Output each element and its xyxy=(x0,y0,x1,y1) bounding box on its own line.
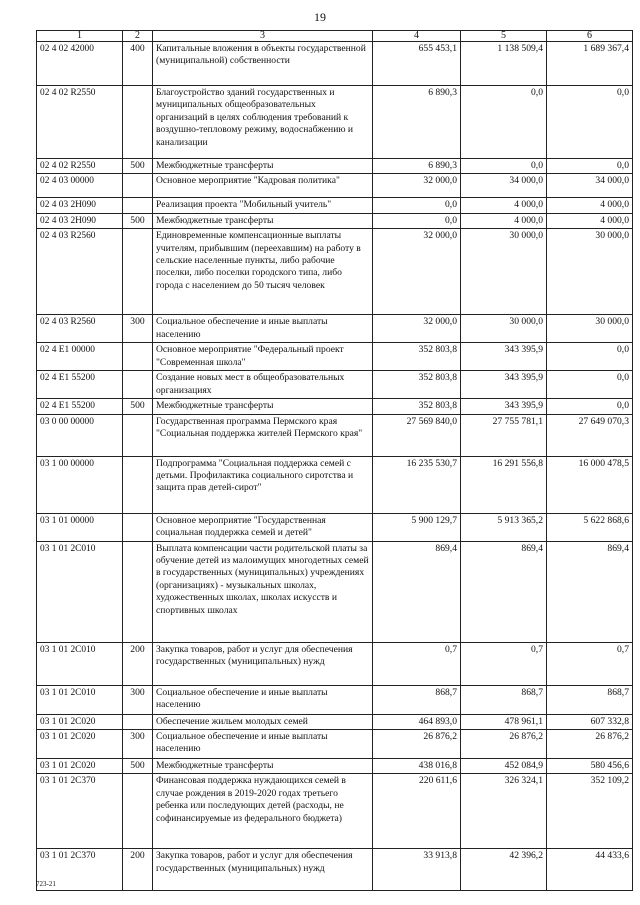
cell-item-name: Межбюджетные трансферты xyxy=(153,399,373,414)
cell-target-code: 02 4 E1 55200 xyxy=(37,399,123,414)
cell-expense-type xyxy=(123,371,153,399)
cell-target-code: 03 1 00 00000 xyxy=(37,456,123,513)
cell-amount-col4: 438 016,8 xyxy=(373,759,461,774)
cell-amount-col5: 452 084,9 xyxy=(461,759,547,774)
cell-target-code: 03 0 00 00000 xyxy=(37,414,123,456)
cell-target-code: 03 1 01 2С020 xyxy=(37,730,123,759)
cell-item-name: Реализация проекта "Мобильный учитель" xyxy=(153,198,373,213)
cell-target-code: 02 4 02 R2550 xyxy=(37,86,123,159)
table-row xyxy=(37,371,633,399)
cell-amount-col4: 868,7 xyxy=(373,685,461,714)
cell-amount-col4: 0,0 xyxy=(373,198,461,213)
cell-item-name: Социальное обеспечение и иные выплаты населению xyxy=(153,685,373,714)
cell-amount-col6: 0,0 xyxy=(547,343,633,371)
cell-amount-col4: 869,4 xyxy=(373,541,461,642)
cell-target-code: 02 4 02 42000 xyxy=(37,42,123,86)
column-header: 1 xyxy=(37,31,123,42)
cell-amount-col6: 44 433,6 xyxy=(547,849,633,891)
cell-amount-col6: 4 000,0 xyxy=(547,198,633,213)
cell-item-name: Благоустройство зданий государственных и муниципальных общеобразовательных организаций в целях соблюдения требований к воздушно-тепловому режиму, водоснабжению и канализации xyxy=(153,86,373,159)
table-row xyxy=(37,685,633,714)
table-row xyxy=(37,642,633,685)
cell-item-name: Государственная программа Пермского края "Социальная поддержка жителей Пермского края" xyxy=(153,414,373,456)
cell-amount-col4: 32 000,0 xyxy=(373,174,461,198)
cell-amount-col6: 607 332,8 xyxy=(547,714,633,729)
table-body xyxy=(37,42,633,891)
cell-amount-col5: 343 395,9 xyxy=(461,343,547,371)
cell-expense-type xyxy=(123,714,153,729)
cell-expense-type: 500 xyxy=(123,159,153,174)
cell-item-name: Основное мероприятие "Федеральный проект "Современная школа" xyxy=(153,343,373,371)
cell-item-name: Единовременные компенсационные выплаты учителям, прибывшим (переехавшим) на работу в сельские населенные пункты, либо рабочие поселки, либо поселки городского типа, либо города с населением до 50 тысяч человек xyxy=(153,229,373,315)
cell-amount-col5: 0,7 xyxy=(461,642,547,685)
table-row xyxy=(37,774,633,849)
budget-table xyxy=(36,30,633,891)
table-row xyxy=(37,343,633,371)
column-header: 4 xyxy=(373,31,461,42)
column-header: 6 xyxy=(547,31,633,42)
cell-expense-type: 500 xyxy=(123,213,153,228)
column-header: 5 xyxy=(461,31,547,42)
table-row xyxy=(37,229,633,315)
table-row xyxy=(37,198,633,213)
cell-amount-col4: 464 893,0 xyxy=(373,714,461,729)
cell-amount-col4: 352 803,8 xyxy=(373,371,461,399)
cell-expense-type: 500 xyxy=(123,759,153,774)
cell-amount-col6: 0,0 xyxy=(547,371,633,399)
cell-target-code: 03 1 01 2С010 xyxy=(37,541,123,642)
cell-amount-col6: 0,0 xyxy=(547,399,633,414)
cell-item-name: Социальное обеспечение и иные выплаты населению xyxy=(153,315,373,343)
cell-item-name: Подпрограмма "Социальная поддержка семей с детьми. Профилактика социального сиротства и защита прав детей-сирот" xyxy=(153,456,373,513)
cell-target-code: 03 1 01 2С010 xyxy=(37,642,123,685)
cell-amount-col5: 34 000,0 xyxy=(461,174,547,198)
table-row xyxy=(37,315,633,343)
cell-item-name: Основное мероприятие "Государственная социальная поддержка семей и детей" xyxy=(153,513,373,541)
cell-target-code: 02 4 03 00000 xyxy=(37,174,123,198)
cell-amount-col5: 42 396,2 xyxy=(461,849,547,891)
cell-target-code: 03 1 01 2С010 xyxy=(37,685,123,714)
table-row xyxy=(37,213,633,228)
cell-amount-col6: 27 649 070,3 xyxy=(547,414,633,456)
table-row xyxy=(37,86,633,159)
cell-expense-type: 200 xyxy=(123,849,153,891)
table-row xyxy=(37,42,633,86)
cell-expense-type: 300 xyxy=(123,315,153,343)
cell-amount-col4: 6 890,3 xyxy=(373,86,461,159)
cell-amount-col5: 27 755 781,1 xyxy=(461,414,547,456)
cell-amount-col5: 16 291 556,8 xyxy=(461,456,547,513)
cell-expense-type xyxy=(123,198,153,213)
cell-amount-col4: 6 890,3 xyxy=(373,159,461,174)
cell-amount-col6: 0,0 xyxy=(547,86,633,159)
table-row xyxy=(37,730,633,759)
cell-amount-col5: 26 876,2 xyxy=(461,730,547,759)
cell-expense-type xyxy=(123,343,153,371)
cell-amount-col6: 5 622 868,6 xyxy=(547,513,633,541)
column-header: 2 xyxy=(123,31,153,42)
cell-amount-col5: 326 324,1 xyxy=(461,774,547,849)
cell-expense-type xyxy=(123,229,153,315)
cell-item-name: Основное мероприятие "Кадровая политика" xyxy=(153,174,373,198)
cell-expense-type xyxy=(123,86,153,159)
cell-expense-type xyxy=(123,456,153,513)
cell-amount-col6: 869,4 xyxy=(547,541,633,642)
cell-target-code: 02 4 E1 55200 xyxy=(37,371,123,399)
cell-amount-col4: 352 803,8 xyxy=(373,399,461,414)
cell-expense-type: 500 xyxy=(123,399,153,414)
cell-expense-type xyxy=(123,174,153,198)
cell-amount-col4: 0,0 xyxy=(373,213,461,228)
cell-amount-col5: 4 000,0 xyxy=(461,198,547,213)
cell-item-name: Создание новых мест в общеобразовательных организациях xyxy=(153,371,373,399)
cell-expense-type: 300 xyxy=(123,685,153,714)
cell-target-code: 02 4 E1 00000 xyxy=(37,343,123,371)
cell-amount-col4: 220 611,6 xyxy=(373,774,461,849)
cell-amount-col5: 0,0 xyxy=(461,86,547,159)
table-row xyxy=(37,714,633,729)
cell-amount-col5: 0,0 xyxy=(461,159,547,174)
cell-amount-col6: 580 456,6 xyxy=(547,759,633,774)
cell-expense-type xyxy=(123,513,153,541)
column-number-row xyxy=(37,31,633,42)
table-row xyxy=(37,399,633,414)
cell-item-name: Закупка товаров, работ и услуг для обеспечения государственных (муниципальных) нужд xyxy=(153,642,373,685)
cell-item-name: Обеспечение жильем молодых семей xyxy=(153,714,373,729)
cell-target-code: 02 4 03 2Н090 xyxy=(37,213,123,228)
cell-expense-type xyxy=(123,541,153,642)
cell-amount-col6: 34 000,0 xyxy=(547,174,633,198)
cell-target-code: 03 1 01 2С370 xyxy=(37,774,123,849)
cell-expense-type xyxy=(123,774,153,849)
cell-amount-col4: 655 453,1 xyxy=(373,42,461,86)
cell-amount-col5: 4 000,0 xyxy=(461,213,547,228)
cell-expense-type xyxy=(123,414,153,456)
column-header: 3 xyxy=(153,31,373,42)
document-footer-code: 723-21 xyxy=(36,880,56,888)
cell-item-name: Выплата компенсации части родительской платы за обучение детей из малоимущих многодетных семей в государственных (муниципальных) учреждениях (организациях) - музыкальных школах, художественных школах, школах искусств и спортивных школах xyxy=(153,541,373,642)
cell-item-name: Социальное обеспечение и иные выплаты населению xyxy=(153,730,373,759)
table-row xyxy=(37,414,633,456)
cell-target-code: 02 4 03 2Н090 xyxy=(37,198,123,213)
cell-amount-col5: 343 395,9 xyxy=(461,399,547,414)
table-row xyxy=(37,541,633,642)
cell-expense-type: 400 xyxy=(123,42,153,86)
cell-amount-col6: 26 876,2 xyxy=(547,730,633,759)
cell-item-name: Межбюджетные трансферты xyxy=(153,759,373,774)
cell-item-name: Межбюджетные трансферты xyxy=(153,213,373,228)
cell-amount-col4: 5 900 129,7 xyxy=(373,513,461,541)
cell-amount-col6: 30 000,0 xyxy=(547,315,633,343)
cell-amount-col6: 0,0 xyxy=(547,159,633,174)
table-row xyxy=(37,174,633,198)
cell-amount-col6: 4 000,0 xyxy=(547,213,633,228)
cell-amount-col4: 32 000,0 xyxy=(373,229,461,315)
cell-item-name: Закупка товаров, работ и услуг для обеспечения государственных (муниципальных) нужд xyxy=(153,849,373,891)
cell-amount-col5: 30 000,0 xyxy=(461,315,547,343)
cell-target-code: 03 1 01 2С370 xyxy=(37,849,123,891)
cell-amount-col6: 16 000 478,5 xyxy=(547,456,633,513)
cell-amount-col4: 32 000,0 xyxy=(373,315,461,343)
cell-target-code: 03 1 01 00000 xyxy=(37,513,123,541)
cell-amount-col4: 26 876,2 xyxy=(373,730,461,759)
table-row xyxy=(37,849,633,891)
cell-target-code: 03 1 01 2С020 xyxy=(37,759,123,774)
cell-amount-col4: 352 803,8 xyxy=(373,343,461,371)
cell-amount-col4: 33 913,8 xyxy=(373,849,461,891)
cell-amount-col6: 1 689 367,4 xyxy=(547,42,633,86)
cell-target-code: 03 1 01 2С020 xyxy=(37,714,123,729)
cell-expense-type: 200 xyxy=(123,642,153,685)
cell-expense-type: 300 xyxy=(123,730,153,759)
cell-amount-col5: 478 961,1 xyxy=(461,714,547,729)
cell-target-code: 02 4 03 R2560 xyxy=(37,229,123,315)
cell-amount-col6: 30 000,0 xyxy=(547,229,633,315)
cell-amount-col6: 352 109,2 xyxy=(547,774,633,849)
table-row xyxy=(37,759,633,774)
cell-item-name: Капитальные вложения в объекты государственной (муниципальной) собственности xyxy=(153,42,373,86)
cell-amount-col4: 0,7 xyxy=(373,642,461,685)
cell-amount-col5: 1 138 509,4 xyxy=(461,42,547,86)
cell-amount-col5: 30 000,0 xyxy=(461,229,547,315)
cell-amount-col6: 0,7 xyxy=(547,642,633,685)
table-row xyxy=(37,159,633,174)
cell-target-code: 02 4 02 R2550 xyxy=(37,159,123,174)
cell-amount-col5: 5 913 365,2 xyxy=(461,513,547,541)
cell-amount-col4: 16 235 530,7 xyxy=(373,456,461,513)
cell-item-name: Межбюджетные трансферты xyxy=(153,159,373,174)
cell-amount-col6: 868,7 xyxy=(547,685,633,714)
page-number: 19 xyxy=(314,10,326,24)
cell-amount-col5: 343 395,9 xyxy=(461,371,547,399)
table-row xyxy=(37,513,633,541)
cell-amount-col4: 27 569 840,0 xyxy=(373,414,461,456)
cell-target-code: 02 4 03 R2560 xyxy=(37,315,123,343)
cell-item-name: Финансовая поддержка нуждающихся семей в случае рождения в 2019-2020 годах третьего ребенка или последующих детей (расходы, не софинансируемые из федерального бюджета) xyxy=(153,774,373,849)
cell-amount-col5: 869,4 xyxy=(461,541,547,642)
table-row xyxy=(37,456,633,513)
cell-amount-col5: 868,7 xyxy=(461,685,547,714)
